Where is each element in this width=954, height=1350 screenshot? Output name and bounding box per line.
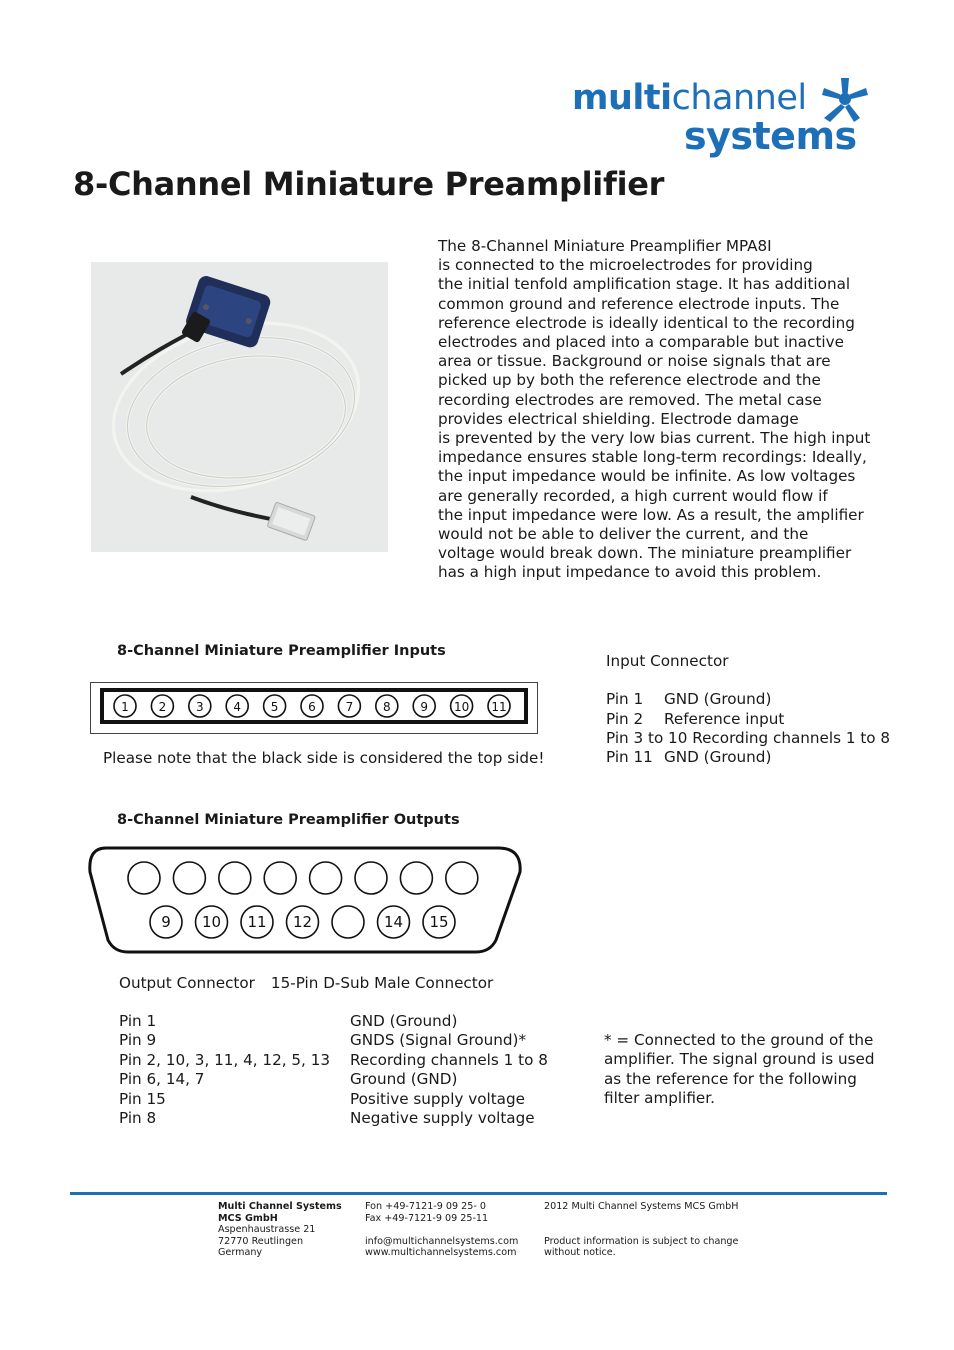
output-pin xyxy=(446,862,478,894)
ground-footnote: * = Connected to the ground of the amplifier. The signal ground is used as the reference for the following filter amplifier. xyxy=(604,1031,875,1108)
table-row: Pin 9 GNDS (Signal Ground)* xyxy=(119,1031,527,1050)
table-row: Pin 1 GND (Ground) xyxy=(606,690,772,709)
pin-label: 15 xyxy=(429,913,449,931)
input-pin xyxy=(114,695,136,717)
pin-label: 9 xyxy=(161,913,171,931)
pin-label: 1 xyxy=(121,700,129,714)
pin-label: 4 xyxy=(233,700,242,714)
output-pin xyxy=(196,906,228,938)
output-pin xyxy=(241,906,273,938)
pin-label: 11 xyxy=(491,700,507,714)
pin-label: 5 xyxy=(270,700,279,714)
input-pin-table xyxy=(606,652,890,767)
pin-label: 11 xyxy=(247,913,267,931)
pin-label: 6 xyxy=(308,700,316,714)
input-pin xyxy=(451,695,473,717)
footer-legal: 2012 Multi Channel Systems MCS GmbH Product information is subject to change without notice. xyxy=(544,1201,739,1259)
table-row: Pin 8 Negative supply voltage xyxy=(119,1108,535,1127)
table-row: Pin 2, 10, 3, 11, 4, 12, 5, 13 Recording channels 1 to 8 xyxy=(119,1050,548,1069)
input-connector-title: Input Connector xyxy=(606,652,729,670)
pin-label: 8 xyxy=(382,700,391,714)
table-row: Pin 11 GND (Ground) xyxy=(606,747,772,766)
pin-label: 10 xyxy=(201,913,222,931)
input-pin xyxy=(301,695,323,717)
output-pin xyxy=(355,862,387,894)
table-row: Pin 6, 14, 7 Ground (GND) xyxy=(119,1070,458,1089)
logo-line1: multichannel xyxy=(572,78,807,118)
intro-text: The 8-Channel Miniature Preamplifier MPA8I is connected to the microelectrodes for providing the initial tenfold amplification stage. It has additional common ground and reference electrode inputs. The reference electrode is ideally identical to the recording electrodes and placed into a comparable but inactive area or tissue. Background or noise signals that are picked up by both the reference electrode and the recording electrodes are removed. The metal case provides electrical shielding. Electrode damage is prevented by the very low bias current. The high input impedance ensures stable long-term recordings: Ideally, the input impedance would be infinite. As low voltages are generally recorded, a high current would flow if the input impedance were low. As a result, the amplifier would not be able to deliver the current, and the voltage would break down. The miniature preamplifier has a high input impedance to avoid this problem. xyxy=(438,237,871,582)
output-connector-type: 15-Pin D-Sub Male Connector xyxy=(270,974,494,992)
pin-label: 12 xyxy=(292,913,313,931)
pin-label: 14 xyxy=(383,913,404,931)
output-pins xyxy=(128,862,478,938)
website-link[interactable]: www.multichannelsystems.com xyxy=(365,1247,517,1259)
output-pin-table xyxy=(119,1012,548,1128)
table-row: Pin 2 Reference input xyxy=(606,709,785,728)
top-side-note: Please note that the black side is considered the top side! xyxy=(103,749,545,767)
pin-label: 2 xyxy=(158,700,167,714)
input-pin xyxy=(151,695,173,717)
input-pin xyxy=(338,695,360,717)
output-pin xyxy=(128,862,160,894)
output-pin xyxy=(150,906,182,938)
output-pin xyxy=(219,862,251,894)
inputs-heading: 8-Channel Miniature Preamplifier Inputs xyxy=(117,643,446,659)
pin-label: 7 xyxy=(345,700,354,714)
output-pin xyxy=(332,906,364,938)
footer-divider xyxy=(70,1192,887,1195)
table-row: Pin 1 GND (Ground) xyxy=(119,1012,458,1030)
output-connector-header xyxy=(119,974,493,992)
output-pin xyxy=(287,906,319,938)
page-title: 8-Channel Miniature Preamplifier xyxy=(73,165,665,203)
product-photo xyxy=(91,262,388,552)
output-pin xyxy=(264,862,296,894)
footer-address: Multi Channel Systems MCS GmbH Aspenhaustrasse 21 72770 Reutlingen Germany xyxy=(218,1201,342,1259)
pin-label: 10 xyxy=(453,700,470,714)
output-pin xyxy=(173,862,205,894)
logo-line2: systems xyxy=(684,114,857,158)
output-pin xyxy=(423,906,455,938)
footer-contact: Fon +49-7121-9 09 25- 0 Fax +49-7121-9 09 25-11 info@multichannelsystems.com www.multichannelsystems.com xyxy=(365,1201,519,1259)
output-connector-title: Output Connector xyxy=(119,974,255,992)
outputs-heading: 8-Channel Miniature Preamplifier Outputs xyxy=(117,812,460,828)
pin-label: 9 xyxy=(420,700,429,714)
input-pin xyxy=(488,695,510,717)
asterisk-logo-icon xyxy=(822,76,868,122)
output-pin xyxy=(378,906,410,938)
pin-label: 3 xyxy=(195,700,204,714)
table-row: Pin 15 Positive supply voltage xyxy=(119,1089,525,1108)
output-pin xyxy=(310,862,342,894)
input-pin xyxy=(376,695,398,717)
input-pin xyxy=(189,695,211,717)
input-pin xyxy=(226,695,248,717)
input-pin xyxy=(264,695,286,717)
output-pin xyxy=(400,862,432,894)
table-row: Pin 3 to 10 Recording channels 1 to 8 xyxy=(606,728,891,747)
company-logo xyxy=(572,78,872,168)
output-connector-diagram xyxy=(86,844,526,956)
email-link[interactable]: info@multichannelsystems.com xyxy=(365,1235,519,1247)
input-connector-diagram xyxy=(90,682,538,734)
input-pin xyxy=(413,695,435,717)
